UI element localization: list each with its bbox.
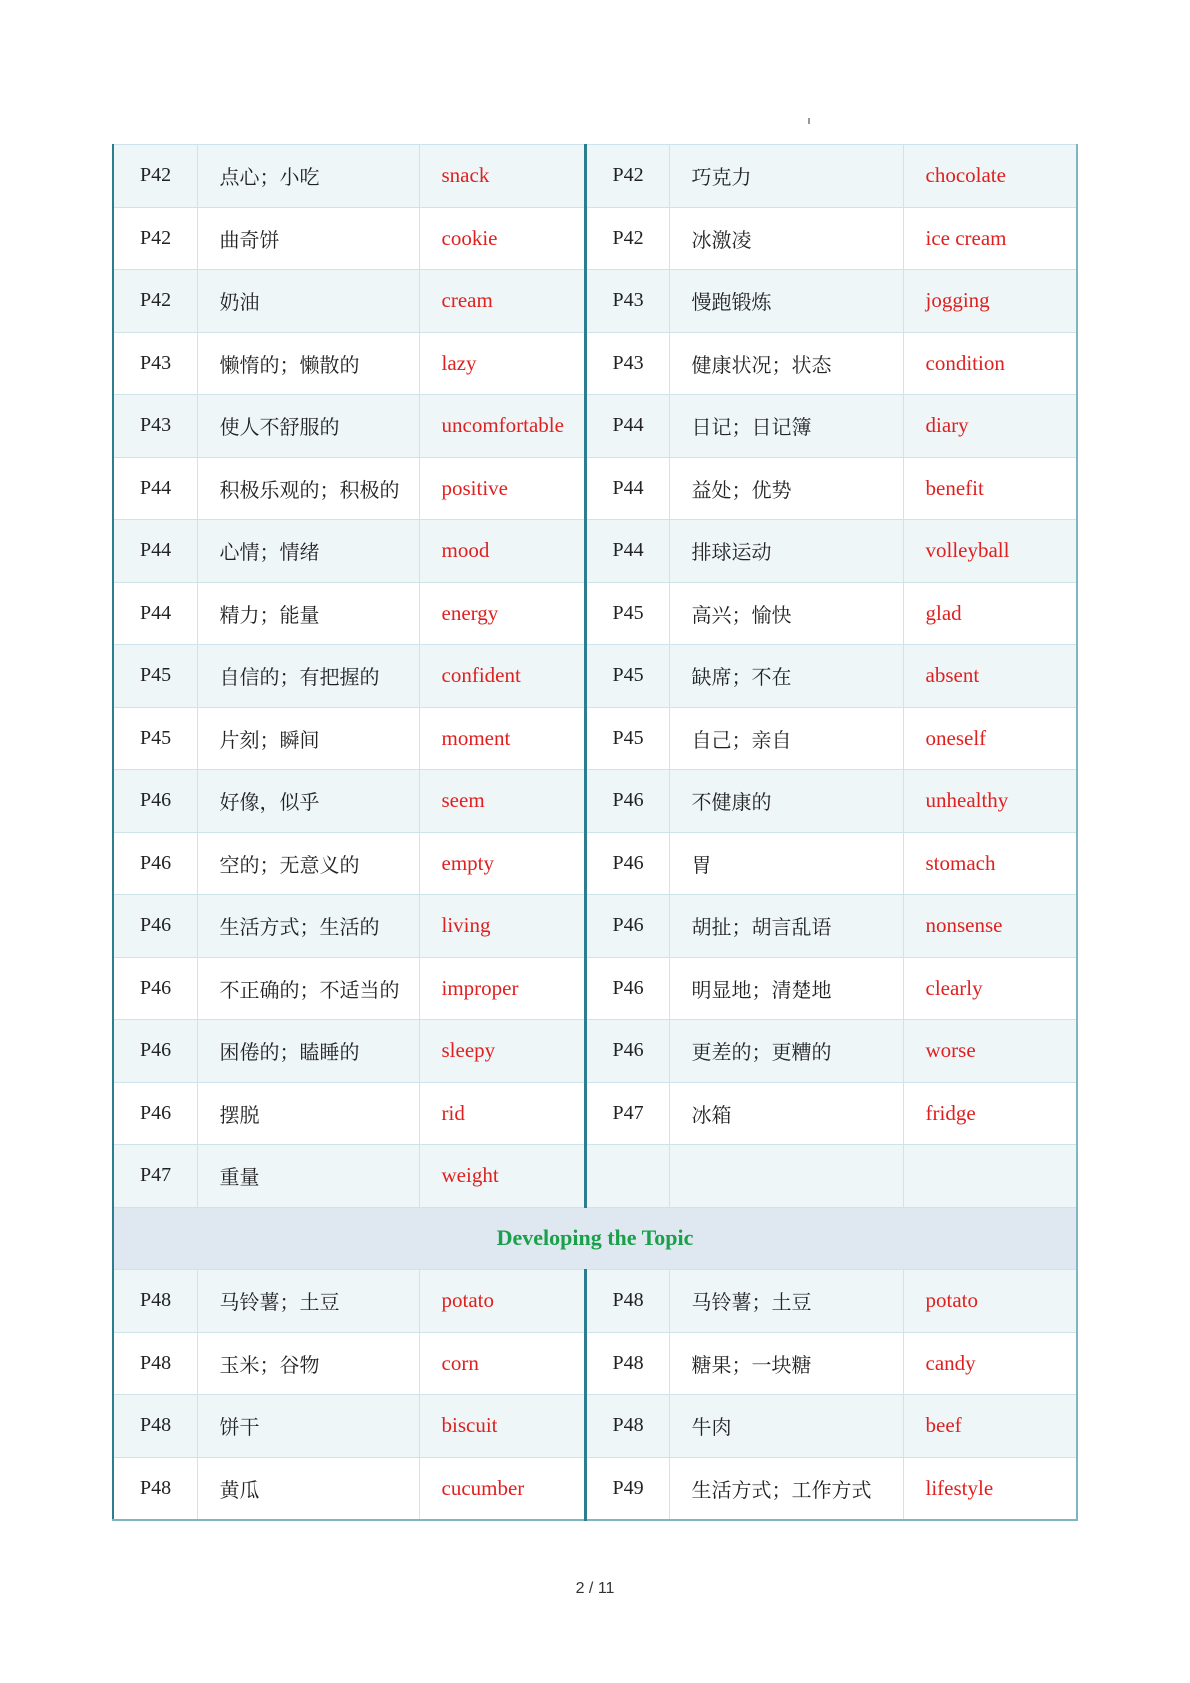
- page-ref-cell: P42: [585, 207, 669, 270]
- page-ref-cell: P42: [585, 145, 669, 208]
- page-ref-cell: P46: [113, 1082, 197, 1145]
- english-word-cell: stomach: [903, 832, 1077, 895]
- page-ref-cell: P43: [585, 332, 669, 395]
- chinese-meaning-cell: 生活方式；工作方式: [669, 1457, 903, 1520]
- english-word-cell: improper: [419, 957, 585, 1020]
- table-row: [113, 145, 1077, 208]
- english-word-cell: confident: [419, 645, 585, 708]
- english-word-cell: glad: [903, 582, 1077, 645]
- page-ref-cell: P48: [585, 1332, 669, 1395]
- page-ref-cell: P49: [585, 1457, 669, 1520]
- page-ref-cell: P44: [113, 457, 197, 520]
- table-row: [113, 207, 1077, 270]
- chinese-meaning-cell: 日记；日记簿: [669, 395, 903, 458]
- table-row: [113, 1457, 1077, 1520]
- table-row: [113, 1270, 1077, 1333]
- page-ref-cell: P48: [113, 1270, 197, 1333]
- page-ref-cell: P47: [585, 1082, 669, 1145]
- page-ref-cell: P44: [585, 457, 669, 520]
- chinese-meaning-cell: 积极乐观的；积极的: [197, 457, 419, 520]
- page-ref-cell: P44: [113, 582, 197, 645]
- chinese-meaning-cell: 马铃薯；土豆: [669, 1270, 903, 1333]
- chinese-meaning-cell: 排球运动: [669, 520, 903, 583]
- chinese-meaning-cell: 心情；情绪: [197, 520, 419, 583]
- page-ref-cell: P48: [113, 1332, 197, 1395]
- english-word-cell: cucumber: [419, 1457, 585, 1520]
- page-ref-cell: P46: [585, 895, 669, 958]
- chinese-meaning-cell: 健康状况；状态: [669, 332, 903, 395]
- table-row: [113, 520, 1077, 583]
- chinese-meaning-cell: 摆脱: [197, 1082, 419, 1145]
- vocabulary-table: [112, 144, 1078, 1521]
- table-row: [113, 457, 1077, 520]
- table-row: [113, 832, 1077, 895]
- chinese-meaning-cell: 玉米；谷物: [197, 1332, 419, 1395]
- page-ref-cell: P48: [585, 1270, 669, 1333]
- page-ref-cell: P46: [585, 1020, 669, 1083]
- english-word-cell: cream: [419, 270, 585, 333]
- chinese-meaning-cell: 生活方式；生活的: [197, 895, 419, 958]
- table-row: [113, 1145, 1077, 1208]
- chinese-meaning-cell: 明显地；清楚地: [669, 957, 903, 1020]
- page-ref-cell: P48: [585, 1395, 669, 1458]
- english-word-cell: candy: [903, 1332, 1077, 1395]
- page-ref-cell: P43: [585, 270, 669, 333]
- english-word-cell: worse: [903, 1020, 1077, 1083]
- english-word-cell: condition: [903, 332, 1077, 395]
- table-row: [113, 332, 1077, 395]
- english-word-cell: living: [419, 895, 585, 958]
- english-word-cell: moment: [419, 707, 585, 770]
- chinese-meaning-cell: 使人不舒服的: [197, 395, 419, 458]
- chinese-meaning-cell: 自己；亲自: [669, 707, 903, 770]
- page-ref-cell: P48: [113, 1457, 197, 1520]
- english-word-cell: diary: [903, 395, 1077, 458]
- chinese-meaning-cell: 精力；能量: [197, 582, 419, 645]
- chinese-meaning-cell: 重量: [197, 1145, 419, 1208]
- chinese-meaning-cell: 奶油: [197, 270, 419, 333]
- english-word-cell: absent: [903, 645, 1077, 708]
- table-row: [113, 957, 1077, 1020]
- page-ref-cell: P48: [113, 1395, 197, 1458]
- page-ref-cell: P46: [585, 832, 669, 895]
- page-ref-cell: P45: [585, 645, 669, 708]
- page-ref-cell: P47: [113, 1145, 197, 1208]
- page-ref-cell: P42: [113, 145, 197, 208]
- chinese-meaning-cell: 懒惰的；懒散的: [197, 332, 419, 395]
- chinese-meaning-cell: 马铃薯；土豆: [197, 1270, 419, 1333]
- chinese-meaning-cell: 黄瓜: [197, 1457, 419, 1520]
- page-ref-cell: P45: [585, 707, 669, 770]
- english-word-cell: fridge: [903, 1082, 1077, 1145]
- page-ref-cell: P46: [585, 957, 669, 1020]
- chinese-meaning-cell: 巧克力: [669, 145, 903, 208]
- chinese-meaning-cell: 更差的；更糟的: [669, 1020, 903, 1083]
- section-title: Developing the Topic: [113, 1207, 1077, 1270]
- chinese-meaning-cell: 空的；无意义的: [197, 832, 419, 895]
- english-word-cell: rid: [419, 1082, 585, 1145]
- english-word-cell: corn: [419, 1332, 585, 1395]
- english-word-cell: uncomfortable: [419, 395, 585, 458]
- chinese-meaning-cell: 高兴；愉快: [669, 582, 903, 645]
- english-word-cell: potato: [419, 1270, 585, 1333]
- english-word-cell: weight: [419, 1145, 585, 1208]
- chinese-meaning-cell: 好像，似乎: [197, 770, 419, 833]
- chinese-meaning-cell: 益处；优势: [669, 457, 903, 520]
- english-word-cell: biscuit: [419, 1395, 585, 1458]
- page-ref-cell: P46: [113, 832, 197, 895]
- chinese-meaning-cell: 缺席；不在: [669, 645, 903, 708]
- table-row: [113, 270, 1077, 333]
- chinese-meaning-cell: 胡扯；胡言乱语: [669, 895, 903, 958]
- page-ref-cell: P42: [113, 207, 197, 270]
- table-row: [113, 895, 1077, 958]
- english-word-cell: seem: [419, 770, 585, 833]
- page-ref-cell: P46: [585, 770, 669, 833]
- page-ref-cell: P43: [113, 332, 197, 395]
- english-word-cell: oneself: [903, 707, 1077, 770]
- english-word-cell: volleyball: [903, 520, 1077, 583]
- chinese-meaning-cell: 自信的；有把握的: [197, 645, 419, 708]
- page-ref-cell: P45: [113, 707, 197, 770]
- chinese-meaning-cell: 不健康的: [669, 770, 903, 833]
- english-word-cell: snack: [419, 145, 585, 208]
- english-word-cell: lazy: [419, 332, 585, 395]
- english-word-cell: benefit: [903, 457, 1077, 520]
- page-ref-cell: P43: [113, 395, 197, 458]
- english-word-cell: ice cream: [903, 207, 1077, 270]
- page-ref-cell: P46: [113, 895, 197, 958]
- table-row: [113, 1082, 1077, 1145]
- english-word-cell: chocolate: [903, 145, 1077, 208]
- header-mark: [808, 118, 810, 124]
- chinese-meaning-cell: 冰激凌: [669, 207, 903, 270]
- page-ref-cell: P44: [585, 395, 669, 458]
- page-ref-cell: P45: [113, 645, 197, 708]
- english-word-cell: positive: [419, 457, 585, 520]
- english-word-cell: unhealthy: [903, 770, 1077, 833]
- table-row: [113, 645, 1077, 708]
- chinese-meaning-cell: 胃: [669, 832, 903, 895]
- english-word-cell: beef: [903, 1395, 1077, 1458]
- english-word-cell: clearly: [903, 957, 1077, 1020]
- page-ref-cell: P46: [113, 1020, 197, 1083]
- chinese-meaning-cell: [669, 1145, 903, 1208]
- english-word-cell: cookie: [419, 207, 585, 270]
- table-row: [113, 582, 1077, 645]
- chinese-meaning-cell: 糖果；一块糖: [669, 1332, 903, 1395]
- table-row: [113, 1020, 1077, 1083]
- english-word-cell: [903, 1145, 1077, 1208]
- page-number: 2 / 11: [575, 1580, 615, 1597]
- english-word-cell: nonsense: [903, 895, 1077, 958]
- page-ref-cell: P42: [113, 270, 197, 333]
- page-ref-cell: P46: [113, 770, 197, 833]
- chinese-meaning-cell: 片刻；瞬间: [197, 707, 419, 770]
- english-word-cell: mood: [419, 520, 585, 583]
- english-word-cell: empty: [419, 832, 585, 895]
- page-ref-cell: P45: [585, 582, 669, 645]
- table-row: [113, 395, 1077, 458]
- chinese-meaning-cell: 不正确的；不适当的: [197, 957, 419, 1020]
- table-row: [113, 1395, 1077, 1458]
- page-ref-cell: [585, 1145, 669, 1208]
- section-header-row: [113, 1207, 1077, 1270]
- chinese-meaning-cell: 点心；小吃: [197, 145, 419, 208]
- table-row: [113, 707, 1077, 770]
- english-word-cell: jogging: [903, 270, 1077, 333]
- english-word-cell: lifestyle: [903, 1457, 1077, 1520]
- english-word-cell: energy: [419, 582, 585, 645]
- chinese-meaning-cell: 慢跑锻炼: [669, 270, 903, 333]
- chinese-meaning-cell: 困倦的；瞌睡的: [197, 1020, 419, 1083]
- table-row: [113, 770, 1077, 833]
- chinese-meaning-cell: 曲奇饼: [197, 207, 419, 270]
- chinese-meaning-cell: 冰箱: [669, 1082, 903, 1145]
- english-word-cell: potato: [903, 1270, 1077, 1333]
- page-ref-cell: P46: [113, 957, 197, 1020]
- page-ref-cell: P44: [113, 520, 197, 583]
- page-ref-cell: P44: [585, 520, 669, 583]
- table-row: [113, 1332, 1077, 1395]
- english-word-cell: sleepy: [419, 1020, 585, 1083]
- chinese-meaning-cell: 牛肉: [669, 1395, 903, 1458]
- chinese-meaning-cell: 饼干: [197, 1395, 419, 1458]
